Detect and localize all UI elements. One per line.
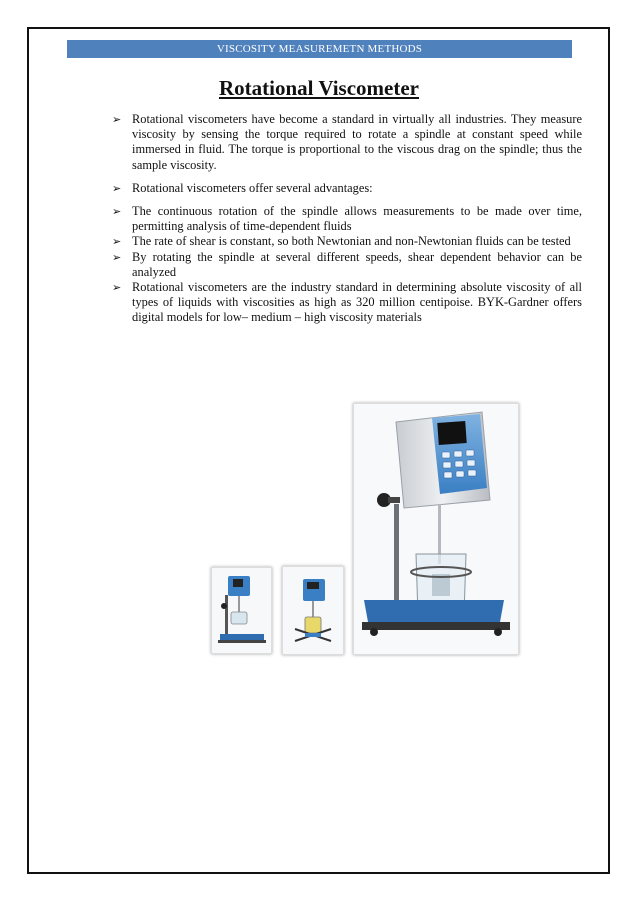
viscometer-image (212, 568, 271, 653)
list-item (112, 234, 582, 249)
viscometer-photo-large (353, 403, 519, 655)
list-item-text: Rotational viscometers are the industry standard in determining absolute viscosity of all types of liquids with viscosities as high as 320 million centipoise. BYK-Gardner offers digital models for low– medium – high viscosity materials (132, 280, 582, 325)
arrow-bullet-icon: ➢ (112, 250, 122, 264)
list-item (112, 112, 582, 173)
arrow-bullet-icon: ➢ (112, 113, 122, 126)
arrow-bullet-icon: ➢ (112, 281, 122, 295)
header-bar (67, 40, 572, 58)
list-item-text: Rotational viscometers have become a standard in virtually all industries. They measure viscosity by sensing the torque required to rotate a spindle at constant speed while immersed in fluid. The torque is proportional to the viscous drag on the spindle; thus the sample viscosity. (132, 112, 582, 172)
list-item-text: The continuous rotation of the spindle allows measurements to be made over time, permitting analysis of time-dependent fluids (132, 204, 582, 234)
list-item (112, 181, 582, 196)
page-title: Rotational Viscometer (218, 76, 420, 100)
list-item (112, 280, 582, 326)
list-item (112, 204, 582, 234)
list-item-text: Rotational viscometers offer several advantages: (132, 180, 373, 195)
arrow-bullet-icon: ➢ (112, 181, 122, 195)
arrow-bullet-icon: ➢ (112, 235, 122, 249)
list-item-text: By rotating the spindle at several different speeds, shear dependent behavior can be analyzed (132, 249, 582, 279)
list-item-text: The rate of shear is constant, so both Newtonian and non-Newtonian fluids can be tested (132, 234, 571, 249)
arrow-bullet-icon: ➢ (112, 205, 122, 219)
viscometer-image (283, 567, 343, 654)
list-item (112, 250, 582, 280)
bullet-list (112, 112, 582, 326)
viscometer-photo-small-1 (211, 567, 272, 654)
viscometer-photo-small-2 (282, 566, 344, 655)
header-title: VISCOSITY MEASUREMETN METHODS (216, 43, 423, 55)
viscometer-image (354, 404, 518, 654)
